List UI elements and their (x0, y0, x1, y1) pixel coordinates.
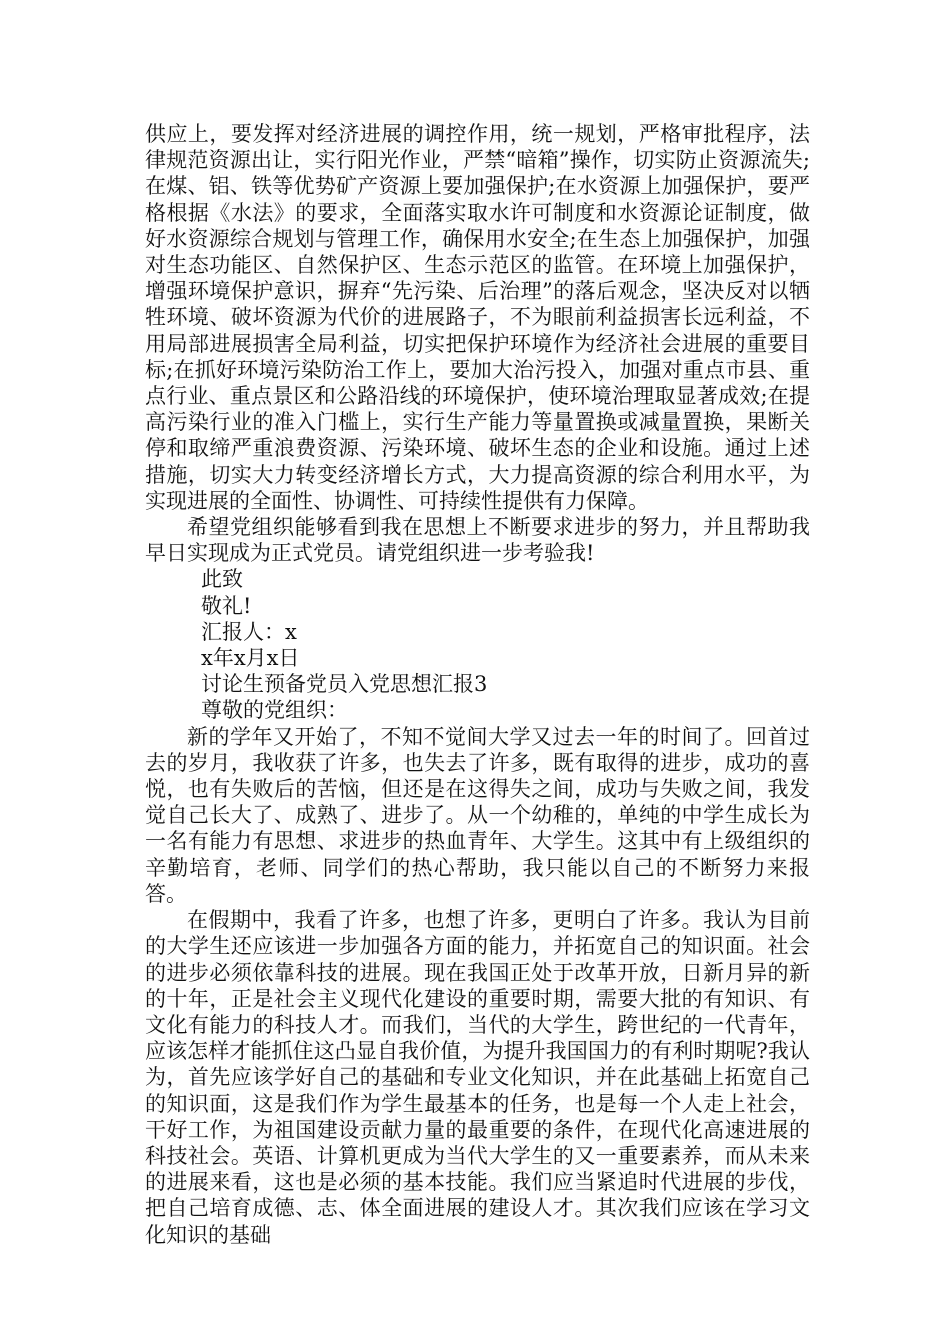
document-body (145, 121, 810, 1248)
closing-regards: 敬礼! (201, 593, 252, 618)
greeting-line: 尊敬的党组织： (201, 698, 348, 723)
reporter-line: 汇报人：x (201, 619, 297, 644)
section-title: 讨论生预备党员入党思想汇报3 (201, 672, 488, 697)
paragraph-environment-protection: 供应上，要发挥对经济进展的调控作用，统一规划，严格审批程序，法律规范资源出让，实行阳光作业，严禁“暗箱”操作，切实防止资源流失;在煤、铝、铁等优势矿产资源上要加强保护;在水资源上加强保护，要严格根据《水法》的要求，全面落实取水许可制度和水资源论证制度，做好水资源综合规划与管理工作，确保用水安全;在生态上加强保护，加强对生态功能区、自然保护区、生态示范区的监管。在环境上加强保护，增强环境保护意识，摒弃“先污染、后治理”的落后观念，坚决反对以牺牲环境、破坏资源为代价的进展路子，不为眼前利益损害长远利益，不用局部进展损害全局利益，切实把保护环境作为经济社会进展的重要目标;在抓好环境污染防治工作上，要加大治污投入，加强对重点市县、重点行业、重点景区和公路沿线的环境保护，使环境治理取显著成效;在提高污染行业的准入门槛上，实行生产能力等量置换或减量置换，果断关停和取缔严重浪费资源、污染环境、破坏生态的企业和设施。通过上述措施，切实大力转变经济增长方式，大力提高资源的综合利用水平，为实现进展的全面性、协调性、可持续性提供有力保障。 (145, 122, 810, 513)
paragraph-hope: 希望党组织能够看到我在思想上不断要求进步的努力，并且帮助我早日实现成为正式党员。请党组织进一步考验我! (145, 515, 810, 566)
paragraph-new-school-year: 新的学年又开始了，不知不觉间大学又过去一年的时间了。回首过去的岁月，我收获了许多，也失去了许多，既有取得的进步，成功的喜悦，也有失败后的苦恼，但还是在这得失之间，成功与失败之间，我发觉自己长大了、成熟了、进步了。从一个幼稚的，单纯的中学生成长为一名有能力有思想、求进步的热血青年、大学生。这其中有上级组织的辛勤培育，老师、同学们的热心帮助，我只能以自己的不断努力来报答。 (145, 724, 810, 906)
date-line: x年x月x日 (201, 646, 300, 671)
paragraph-holiday-reflection: 在假期中，我看了许多，也想了许多，更明白了许多。我认为目前的大学生还应该进一步加强各方面的能力，并拓宽自己的知识面。社会的进步必须依靠科技的进展。现在我国正处于改革开放，日新月异的新的十年，正是社会主义现代化建设的重要时期，需要大批的有知识、有文化有能力的科技人才。而我们，当代的大学生，跨世纪的一代青年，应该怎样才能抓住这凸显自我价值，为提升我国国力的有利时期呢?我认为，首先应该学好自己的基础和专业文化知识，并在此基础上拓宽自己的知识面，这是我们作为学生最基本的任务，也是每一个人走上社会，干好工作，为祖国建设贡献力量的最重要的条件，在现代化高速进展的科技社会。英语、计算机更成为当代大学生的又一重要素养，而从未来的进展来看，这也是必须的基本技能。我们应当紧追时代进展的步伐，把自己培育成德、志、体全面进展的建设人才。其次我们应该在学习文化知识的基础 (145, 908, 810, 1247)
closing-salutation: 此致 (201, 567, 243, 592)
